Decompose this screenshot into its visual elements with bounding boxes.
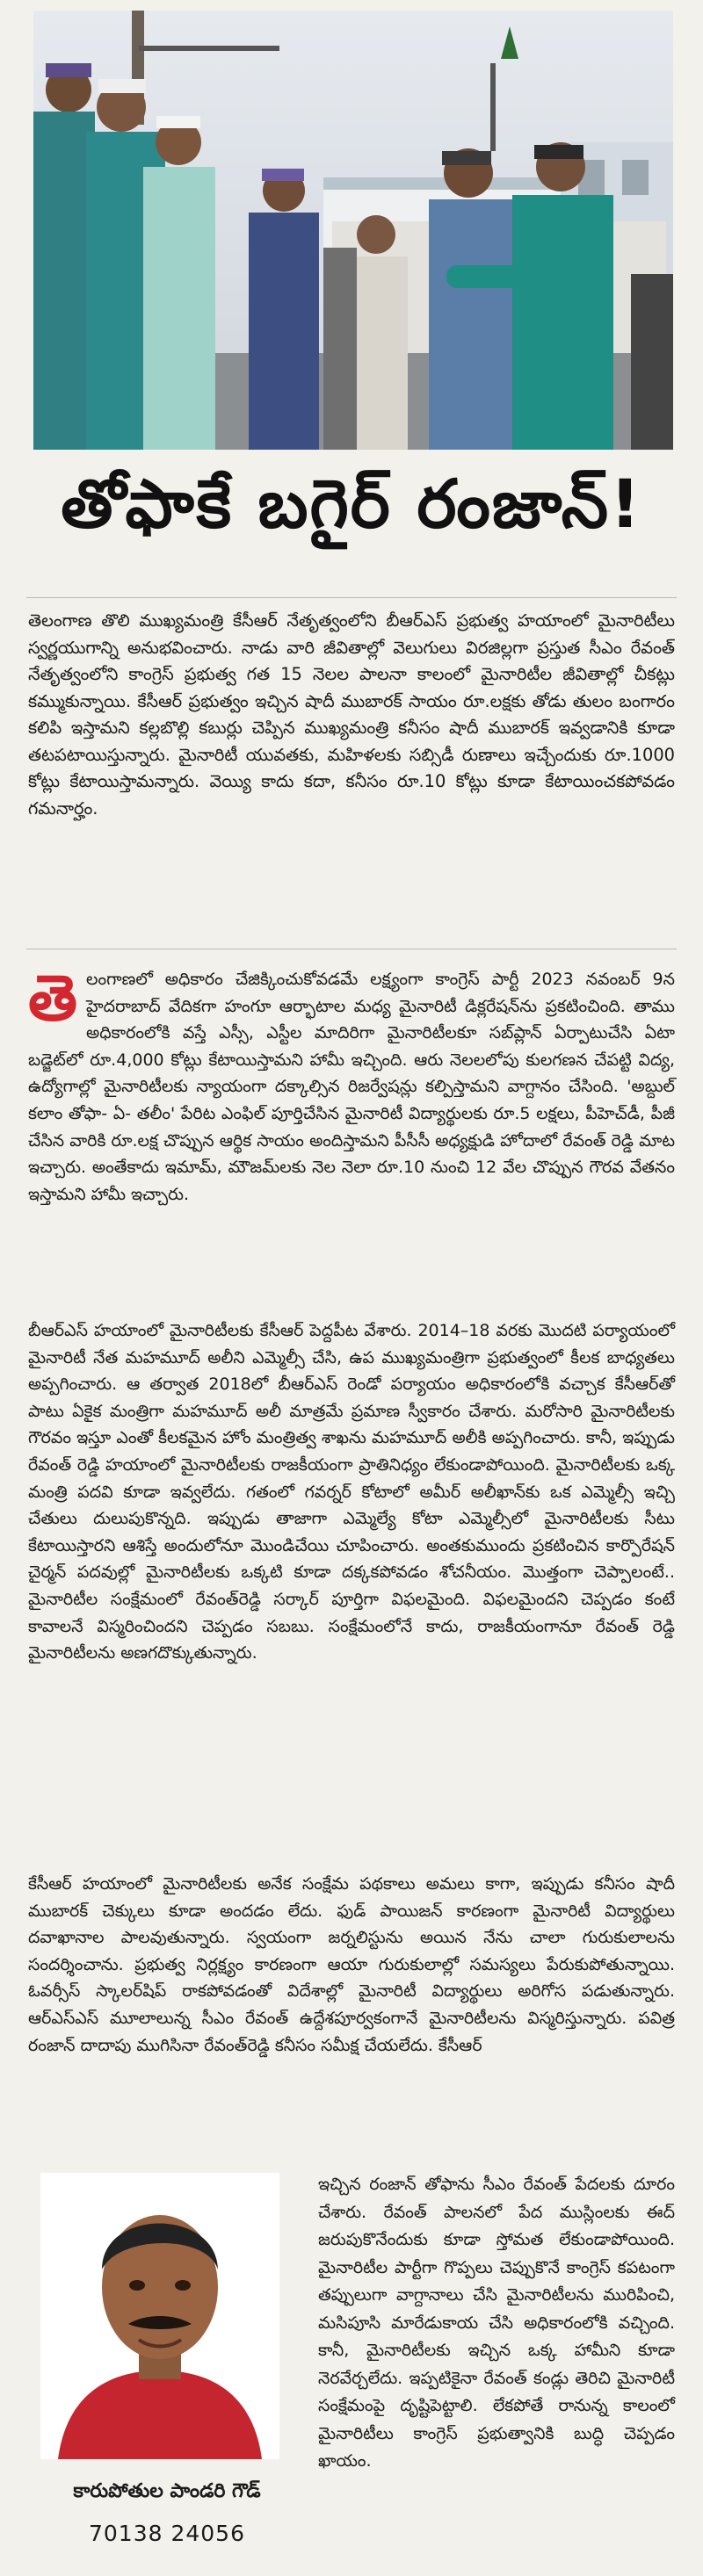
- headline: తోఫాకే బగైర్ రంజాన్!: [61, 465, 642, 543]
- article-paragraph-3: కేసీఆర్ హయాంలో మైనారిటీలకు అనేక సంక్షేమ పథకాలు అమలు కాగా, ఇప్పుడు కనీసం షాదీ ముబారక్ చెక్కులు కూడా అందడం లేదు. ఫుడ్ పాయిజన్ కారణంగా మైనారిటీ విద్యార్థులు దవాఖానాల పాలవుతున్నారు. స్వయంగా జర్నలిస్టును అయిన నేను చాలా గురుకులాలను సందర్శించాను. ప్రభుత్వ నిర్లక్ష్యం కారణంగా ఆయా గురుకులాల్లో సమస్యలు పేరుకుపోతున్నాయి. ఓవర్సీస్ స్కాలర్‌షిప్ రాకపోవడంతో విదేశాల్లో మైనారిటీ విద్యార్థులు అరిగోస పడుతున్నారు. ఆర్ఎస్ఎస్ మూలాలున్న సీఎం రేవంత్ ఉద్దేశపూర్వకంగానే మైనారిటీలను విస్మరిస్తున్నారు. పవిత్ర రంజాన్ దాదాపు ముగిసినా రేవంత్‌రెడ్డి కనీసం సమీక్ష చేయలేదు. కేసీఆర్: [28, 1874, 675, 2055]
- author-phone: 70138 24056: [88, 2521, 245, 2546]
- author-name: కారుపోతుల పాండరి గౌడ్: [73, 2480, 261, 2502]
- intro-standfirst: తెలంగాణ తొలి ముఖ్యమంత్రి కేసీఆర్ నేతృత్వంలోని బీఆర్ఎస్ ప్రభుత్వ హయాంలో మైనారిటీలు స్వర్ణయుగాన్ని అనుభవించారు. నాడు వారి జీవితాల్లో వెలుగులు విరజిల్లగా ప్రస్తుత సీఎం రేవంత్ నేతృత్వంలోని కాంగ్రెస్ ప్రభుత్వ గత 15 నెలల పాలనా కాలంలో మైనారిటీల జీవితాల్లో చీకట్లు కమ్ముకున్నాయి. కేసీఆర్ ప్రభుత్వం ఇచ్చిన షాదీ ముబారక్ సాయం రూ.లక్షకు తోడు తులం బంగారం కలిపి ఇస్తామని కల్లబొల్లి కబుర్లు చెప్పిన ముఖ్యమంత్రి కనీసం షాదీ ముబారక్ ఇవ్వడానికి కూడా తటపటాయిస్తున్నారు. మైనారిటీ యువతకు, మహిళలకు సబ్సిడీ రుణాలు ఇచ్చేందుకు రూ.1000 కోట్లు కేటాయిస్తామన్నారు. వెయ్యి కాదు కదా, కనీసం రూ.10 కోట్లు కూడా కేటాయించకపోవడం గమనార్హం.: [28, 610, 675, 819]
- news-photo: [33, 11, 673, 450]
- paragraph-1-text: లంగాణలో అధికారం చేజిక్కించుకోవడమే లక్ష్యంగా కాంగ్రెస్ పార్టీ 2023 నవంబర్ 9న హైదరాబాద్ వేదికగా హంగూ ఆర్భాటాల మధ్య మైనారిటీ డిక్లరేషన్‌ను ప్రకటించింది. తాము అధికారంలోకి వస్తే ఎస్సీ, ఎస్టీల మాదిరిగా మైనారిటీలకూ సబ్‌ప్లాన్ ఏర్పాటుచేసి ఏటా బడ్జెట్‌లో రూ.4,000 కోట్లు కేటాయిస్తామని హామీ ఇచ్చింది. ఆరు నెలలలోపు కులగణన చేపట్టి విద్య, ఉద్యోగాల్లో మైనారిటీలకు న్యాయంగా దక్కాల్సిన రిజర్వేషన్లు కల్పిస్తామని వాగ్దానం చేసింది. 'అబ్దుల్ కలాం తోఫా- ఏ- తలీం' పేరిట ఎంఫిల్ పూర్తిచేసిన మైనారిటీ విద్యార్థులకు రూ.5 లక్షలు, పీహెచ్‌డీ, పీజీ చేసిన వారికి రూ.లక్ష చొప్పున ఆర్థిక సాయం అందిస్తామని పీసీసీ అధ్యక్షుడి హోదాలో రేవంత్ రెడ్డి మాట ఇచ్చారు. అంతేకాదు ఇమామ్, మౌజమ్‌లకు నెల నెలా రూ.10 నుంచి 12 వేల చొప్పున గౌరవ వేతనం ఇస్తామని హామీ ఇచ్చారు.: [28, 970, 675, 1204]
- article-paragraph-1: [28, 961, 675, 1208]
- article-paragraph-2: బీఆర్ఎస్ హయాంలో మైనారిటీలకు కేసీఆర్ పెద్దపీట వేశారు. 2014–18 వరకు మొదటి పర్యాయంలో మైనారిటీ నేత మహమూద్ అలీని ఎమ్మెల్సీ చేసి, ఉప ముఖ్యమంత్రిగా ప్రభుత్వంలో కీలక బాధ్యతలు అప్పగించారు. ఆ తర్వాత 2018లో బీఆర్ఎస్ రెండో పర్యాయం అధికారంలోకి వచ్చాక కేసీఆర్‌తో పాటు ఏకైక మంత్రిగా మహమూద్ అలీ మాత్రమే ప్రమాణ స్వీకారం చేశారు. మరోసారి మైనారిటీలకు గౌరవం ఇస్తూ ఎంతో కీలకమైన హోం మంత్రిత్వ శాఖను మహమూద్ అలీకి అప్పగించారు. కానీ, ఇప్పుడు రేవంత్ రెడ్డి హయాంలో మైనారిటీలకు రాజకీయంగా ప్రాతినిధ్యం లేకుండాపోయింది. మైనారిటీలకు ఒక్క మంత్రి పదవి కూడా ఇవ్వలేదు. గతంలో గవర్నర్ కోటాలో అమీర్ అలీఖాన్‌కు ఒక ఎమ్మెల్సీ ఇచ్చి చేతులు దులుపుకొన్నది. ఇప్పుడు తాజాగా ఎమ్మెల్యే కోటా ఎమ్మెల్సీలో మైనారిటీలకు సీటు కేటాయిస్తారని ఆశిస్తే అందులోనూ మొండిచేయి చూపించారు. అంతకుముందు ప్రకటించిన కార్పొరేషన్ చైర్మన్ పదవుల్లో మైనారిటీలకు ఒక్కటి కూడా దక్కకపోవడం శోచనీయం. మొత్తంగా చెప్పాలంటే.. మైనారిటీల సంక్షేమంలో రేవంత్‌రెడ్డి సర్కార్ పూర్తిగా విఫలమైంది. విఫలమైందని చెప్పడం కంటే కావాలనే విస్మరించిందని చెప్పడం సబబు. సంక్షేమంలోనే కాదు, రాజకీయంగానూ రేవంత్ రెడ్డి మైనారిటీలను అణగదొక్కుతున్నారు.: [28, 1321, 675, 1663]
- article-paragraph-3-continued: ఇచ్చిన రంజాన్ తోఫాను సీఎం రేవంత్ పేదలకు దూరం చేశారు. రేవంత్ పాలనలో పేద ముస్లింలకు ఈద్ జరుపుకొనేందుకు కూడా స్తోమత లేకుండాపోయింది. మైనారిటీల పార్టీగా గొప్పలు చెప్పుకొనే కాంగ్రెస్ కపటంగా తప్పులుగా వాగ్దానాలు చేసి మైనారిటీలను మురిపించి, మసిపూసి మారేడుకాయ చేసి అధికారంలోకి వచ్చింది. కానీ, మైనారిటీలకు ఇచ్చిన ఒక్క హామీని కూడా నెరవేర్చలేదు. ఇప్పటికైనా రేవంత్ కండ్లు తెరిచి మైనారిటీ సంక్షేమంపై దృష్టిపెట్టాలి. లేకపోతే రానున్న కాలంలో మైనారిటీలు కాంగ్రెస్ ప్రభుత్వానికి బుద్ధి చెప్పడం ఖాయం.: [318, 2175, 675, 2471]
- drop-cap: తె: [28, 961, 78, 1035]
- divider-top: [26, 597, 677, 598]
- author-photo: [40, 2173, 279, 2459]
